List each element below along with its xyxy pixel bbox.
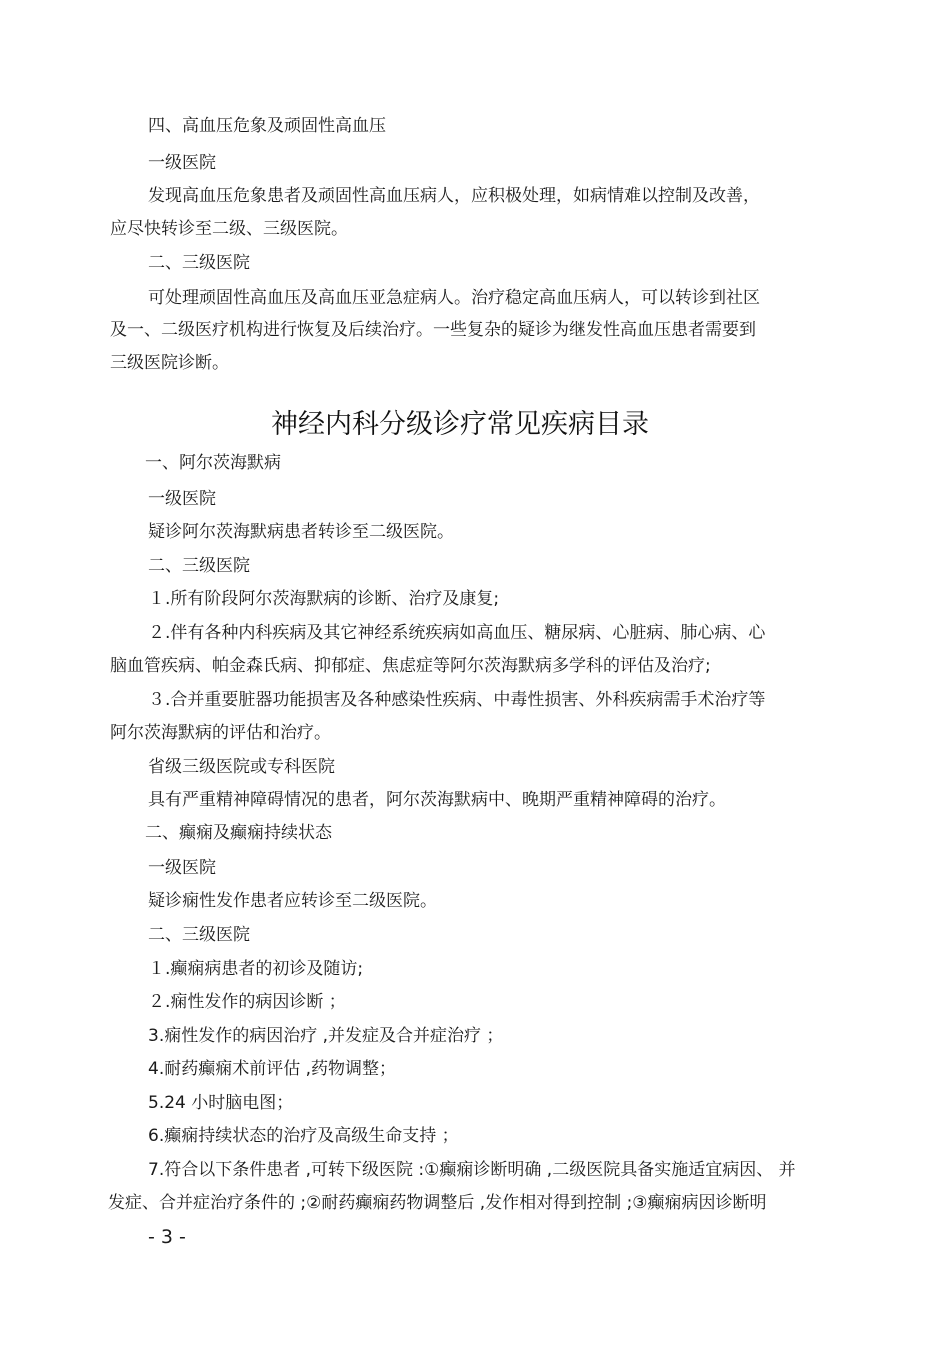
list-item: 7.符合以下条件患者 ,可转下级医院 :①癫痫诊断明确 ,二级医院具备实施适宜病因、 并 [148,1160,796,1180]
subheading-primary-hospital: 一级医院 [148,858,216,878]
list-item: ３.合并重要脏器功能损害及各种感染性疾病、中毒性损害、外科疾病需手术治疗等 [148,690,766,710]
paragraph-line: 及一、二级医疗机构进行恢复及后续治疗。一些复杂的疑诊为继发性高血压患者需要到 [110,320,756,340]
list-item-continuation: 发症、合并症治疗条件的 ;②耐药癫痫药物调整后 ,发作相对得到控制 ;③癫痫病因诊断明 [108,1193,767,1213]
subheading-secondary-hospital: 二、三级医院 [148,253,250,273]
subheading-secondary-hospital: 二、三级医院 [148,556,250,576]
list-item-continuation: 脑血管疾病、帕金森氏病、抑郁症、焦虑症等阿尔茨海默病多学科的评估及治疗; [110,656,711,676]
list-item-continuation: 阿尔茨海默病的评估和治疗。 [110,723,331,743]
list-item: １.癫痫病患者的初诊及随访; [148,959,364,979]
subheading-secondary-hospital: 二、三级医院 [148,925,250,945]
paragraph-line: 疑诊痫性发作患者应转诊至二级医院。 [148,891,437,911]
subheading-primary-hospital: 一级医院 [148,153,216,173]
section-heading-hypertension-crisis: 四、高血压危象及顽固性高血压 [148,116,386,136]
neurology-section-title: 神经内科分级诊疗常见疾病目录 [271,409,649,440]
list-item: １.所有阶段阿尔茨海默病的诊断、治疗及康复; [148,589,500,609]
list-item: 4.耐药癫痫术前评估 ,药物调整； [148,1059,397,1079]
subheading-primary-hospital: 一级医院 [148,489,216,509]
list-item: 5.24 小时脑电图； [148,1093,294,1113]
paragraph-line: 应尽快转诊至二级、三级医院。 [110,219,348,239]
section-heading-epilepsy: 二、癫痫及癫痫持续状态 [145,823,332,843]
section-heading-alzheimer: 一、阿尔茨海默病 [145,453,281,473]
list-item: 3.痫性发作的病因治疗 ,并发症及合并症治疗 ； [148,1026,504,1046]
paragraph-line: 可处理顽固性高血压及高血压亚急症病人。治疗稳定高血压病人，可以转诊到社区 [148,288,760,308]
list-item: 6.癫痫持续状态的治疗及高级生命支持 ； [148,1126,459,1146]
paragraph-line: 具有严重精神障碍情况的患者，阿尔茨海默病中、晚期严重精神障碍的治疗。 [148,790,726,810]
paragraph-line: 三级医院诊断。 [110,353,229,373]
list-item: ２.痫性发作的病因诊断 ； [148,992,346,1012]
subheading-provincial-hospital: 省级三级医院或专科医院 [148,757,335,777]
page-number: - 3 - [148,1226,186,1248]
list-item: ２.伴有各种内科疾病及其它神经系统疾病如高血压、糖尿病、心脏病、肺心病、心 [148,623,766,643]
paragraph-line: 疑诊阿尔茨海默病患者转诊至二级医院。 [148,522,454,542]
paragraph-line: 发现高血压危象患者及顽固性高血压病人，应积极处理，如病情难以控制及改善， [148,186,760,206]
